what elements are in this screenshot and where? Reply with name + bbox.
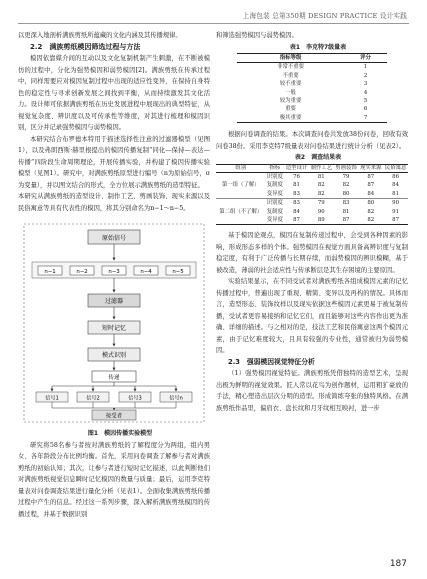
figure-1-svg (18, 220, 210, 426)
table-2-group-label: 第一组（了解） (221, 182, 260, 189)
table-2-cell-index: 复制度 (266, 208, 283, 215)
table-1-row (237, 72, 387, 80)
table-2-body (216, 172, 408, 224)
right-para-0: 和筛选强势模因与弱势模因。 (216, 32, 298, 39)
table-2-cell-value: 76 (293, 173, 300, 180)
table-1-cell-score: 2 (363, 72, 368, 79)
right-para-3: 实验结果显示，在不同受试者对满族剪纸各组成模因元素的记忆传播过程中，普遍出现了重现、精简、变异以及再构的情况。具体而言，造型形态、装饰纹样以及现实依据这些模因元素更易于被复制传播，受试者更容易接纳和记忆它们，而且能够对这些内容作出更为准确、详细的描述。与之相对的是，技法工艺和民俗寓意这两个模因元素，由于记忆难度较大，且具有较强的专业性，通常被归为弱势模因。 (216, 278, 408, 355)
table-2-header-source: 现实来源 (360, 164, 382, 171)
table-2-row (216, 199, 408, 208)
pattern-node-label: 模式识别 (101, 352, 127, 359)
table-1-row (237, 89, 387, 97)
table-2-cell-value: 81 (317, 173, 325, 180)
table-2-cell-index: 复制度 (266, 182, 283, 189)
table-2-caption: 表2 调查结果表 (294, 154, 342, 162)
table-2-cell-value: 83 (293, 190, 300, 197)
left-para-0: 以更深入地剖析满族剪纸所蕴藏的文化内涵及其传播规律。 (18, 32, 182, 39)
var-node-n3: n−3 (108, 269, 120, 275)
left-para-3: 研究将58名参与者按对满族剪纸的了解程度分为两组，组内男女、各年龄段分布比例均衡。首先，采用问卷调查了解参与者对满族剪纸的初始认知；其次，让参与者进行短时记忆描述，以此判断他们对满族剪纸视觉信息瞬时记忆模因的数量与质量；最后，运用李克特量表对问卷调查结果进行量化分析（见表1）。全面收集满族剪纸传播过程中产生的信息。经过这一系列步骤，深入解析满族剪纸模因的传播过程，并基于数据识别 (18, 441, 210, 518)
variable-nodes (38, 266, 190, 275)
table-2-header-index: 指标 (269, 164, 281, 171)
table-2-cell-index: 变异度 (266, 216, 283, 223)
table-2-survey-results (216, 164, 408, 226)
var-node-n4: n−4 (140, 269, 152, 275)
table-2-cell-value: 79 (309, 199, 334, 208)
table-1-cell-score: 7 (363, 114, 368, 121)
table-2-cell-value: 81 (293, 182, 300, 189)
table-2-header-craft: 制作工艺 (310, 164, 333, 171)
table-2-cell-value: 90 (383, 199, 408, 208)
receiver-node-label: 接受者 (105, 413, 123, 420)
table-2-cell-value: 82 (367, 216, 375, 223)
result-node-1: 信号1 (45, 395, 59, 402)
table-2-cell-value: 90 (317, 208, 325, 215)
table-1-row (237, 63, 387, 72)
running-header: 上海包装 总第350期 DESIGN PRACTICE 设计实践 (242, 12, 407, 20)
table-1-cell-level: 重要 (285, 106, 296, 113)
table-1-cell-level: 极其重要 (279, 114, 302, 121)
result-node-3: 信号3 (128, 395, 142, 402)
section-heading-2-3: 2.3 强弱模因视觉特征分析 (228, 357, 315, 366)
table-2-cell-value: 84 (392, 182, 400, 189)
var-node-n1: n−1 (44, 269, 56, 275)
table-1-cell-score: 4 (363, 89, 368, 96)
left-para-2b: 本研究从满族剪纸的造型设计、制作工艺、剪画装饰、现实来源以及民俗寓意等具有代表性的模因，将其分别命名为n−1～n−5。 (18, 193, 210, 212)
table-2-cell-value: 81 (342, 208, 350, 215)
table-1-cell-level: 较为重要 (279, 98, 302, 105)
transmit-node-label: 传递 (108, 375, 120, 381)
table-1-body (237, 63, 387, 123)
table-1-cell-score: 3 (363, 81, 368, 88)
table-2-cell-value: 84 (293, 208, 300, 215)
table-2-cell-value: 86 (392, 173, 400, 180)
table-2-header-group: 组别 (235, 164, 247, 171)
table-1-header-score: 评分 (360, 55, 371, 61)
table-2-cell-value: 87 (293, 216, 300, 223)
var-node-n5: n−5 (172, 269, 184, 275)
table-1-cell-level: 较不重要 (279, 81, 302, 88)
table-1-cell-score: 5 (363, 98, 368, 105)
table-2-cell-value: 87 (342, 216, 350, 223)
table-1-row (237, 105, 387, 113)
table-1-caption: 表1 李克特7级量表 (289, 43, 347, 51)
table-2-cell-value: 82 (367, 208, 375, 215)
table-2-header-folk: 民俗寓意 (384, 164, 407, 171)
table-2-cell-value: 80 (342, 190, 350, 197)
table-2-cell-value: 81 (392, 190, 400, 197)
left-para-1: 模因依靠媒介间的互动以及文化复制机制产生刺激，在不断被模仿的过程中，分化为强势模因和弱势模因[2]。满族剪纸在传承过程中，同样需要应对模因复制过程中出现的适应性变异，在保持自身特色的稳定性与寻求创新发展之间找到平衡，从而持续激发其文化活力。设计师可依据满族剪纸在历史发展进程中展现出的典型特征，从视觉复杂度、辨识度以及可传承性等维度，对其进行梳理和模因识别，区分并记录强势模因与弱势模因。 (18, 55, 210, 131)
figure-1-diagram (18, 220, 210, 426)
table-2-cell-value: 82 (317, 182, 325, 189)
table-2-cell-value: 87 (367, 173, 375, 180)
table-2-group-label: 第二组（不了解） (216, 199, 266, 225)
left-para-2: 本研究结合布罗德本特用于描述选择性注意的过滤器模型（见图1），以及弗朗西斯·赫里根提出的模因传播复制“同化—保持—表达—传播”四阶段生命周期理论，开展传播实验，并构建了模因传播实验模型（见图1）。研究中，对满族剪纸原型进行编号（n为原始信号，σ为变量），并以图文结合的形式，全方位展示满族剪纸的造型特征。 (18, 135, 210, 189)
table-2-header-decoration: 剪画装饰 (335, 164, 357, 171)
table-2-cell-value: 83 (334, 199, 359, 208)
table-1-cell-level: 非常不重要 (277, 64, 305, 71)
table-2-cell-index: 变异度 (266, 190, 283, 197)
table-2-cell-value: 89 (317, 216, 325, 223)
table-2-cell-value: 87 (392, 216, 400, 223)
table-1-cell-level: 一般 (285, 89, 296, 96)
result-node-n: 信号n (169, 395, 183, 402)
result-nodes (36, 392, 192, 402)
var-node-n2: n−2 (76, 269, 88, 275)
right-column (216, 30, 408, 414)
left-column (18, 30, 210, 520)
table-2-cell-value: 87 (367, 182, 375, 189)
section-heading-2-2: 2.2 满族剪纸模因筛选过程与方法 (30, 42, 141, 51)
table-2-cell-value: 84 (367, 190, 375, 197)
table-2-cell-value: 79 (342, 173, 350, 180)
short-memory-label: 短时记忆 (101, 325, 127, 332)
table-1-cell-level: 不重要 (282, 72, 299, 79)
table-2-cell-value: 82 (317, 190, 325, 197)
table-1-row (237, 97, 387, 105)
right-para-2: 基于模因论观点，模因在复制传递过程中，会受到各种因素的影响，形成形态多样的个体。强势模因在视觉方面具备高辨识度与复制稳定度，有利于广泛传播与长期存续，而弱势模因的辨识模糊，基于被改造，薄弱的社会适应性与传承断层是其生存困境的主要原因。 (216, 232, 408, 274)
table-1-row (237, 80, 387, 88)
table-2-row (216, 172, 408, 181)
page-number: 187 (389, 559, 407, 569)
filter-node-label: 过滤器 (104, 298, 124, 305)
table-2-cell-value: 83 (284, 199, 309, 208)
table-1-likert-scale (237, 53, 387, 123)
origin-node-label: 原始信号 (101, 235, 127, 242)
table-2-cell-value: 82 (342, 182, 350, 189)
table-2-cell-value: 80 (358, 199, 383, 208)
right-para-4: （1）强势模因视觉特征。满族剪纸凭借独特的造型艺术，呈现出极为鲜明的视觉效果。匠人常以花鸟为创作题材，运用粗犷豪放的手法，精心塑造出层次分明的造型。形成简练夸张的独特风格。在满族剪纸作品里，偏肩衣、盘长纹和月牙纹相互映衬，进一步 (216, 370, 408, 412)
figure-1-caption: 图1 模因传播实验模型 (87, 430, 153, 437)
right-para-1: 根据问卷调查的结果。本次调查问卷共发放38份问卷，回收有效问卷38份。采用李克特7级量表对问卷结果进行统计分析（见表2）。 (216, 131, 408, 150)
result-node-2: 信号2 (86, 395, 100, 402)
table-2-cell-index: 识别度 (266, 200, 283, 207)
table-1-cell-score: 1 (363, 64, 368, 71)
table-1-row (237, 114, 387, 123)
table-2-header-shape: 造型设计 (285, 164, 308, 171)
header-rule (18, 23, 409, 24)
table-1-cell-score: 6 (363, 106, 368, 113)
table-1-header-level: 指标等级 (279, 55, 302, 61)
table-2-cell-index: 识别度 (266, 173, 283, 180)
table-2-cell-value: 91 (392, 208, 400, 215)
